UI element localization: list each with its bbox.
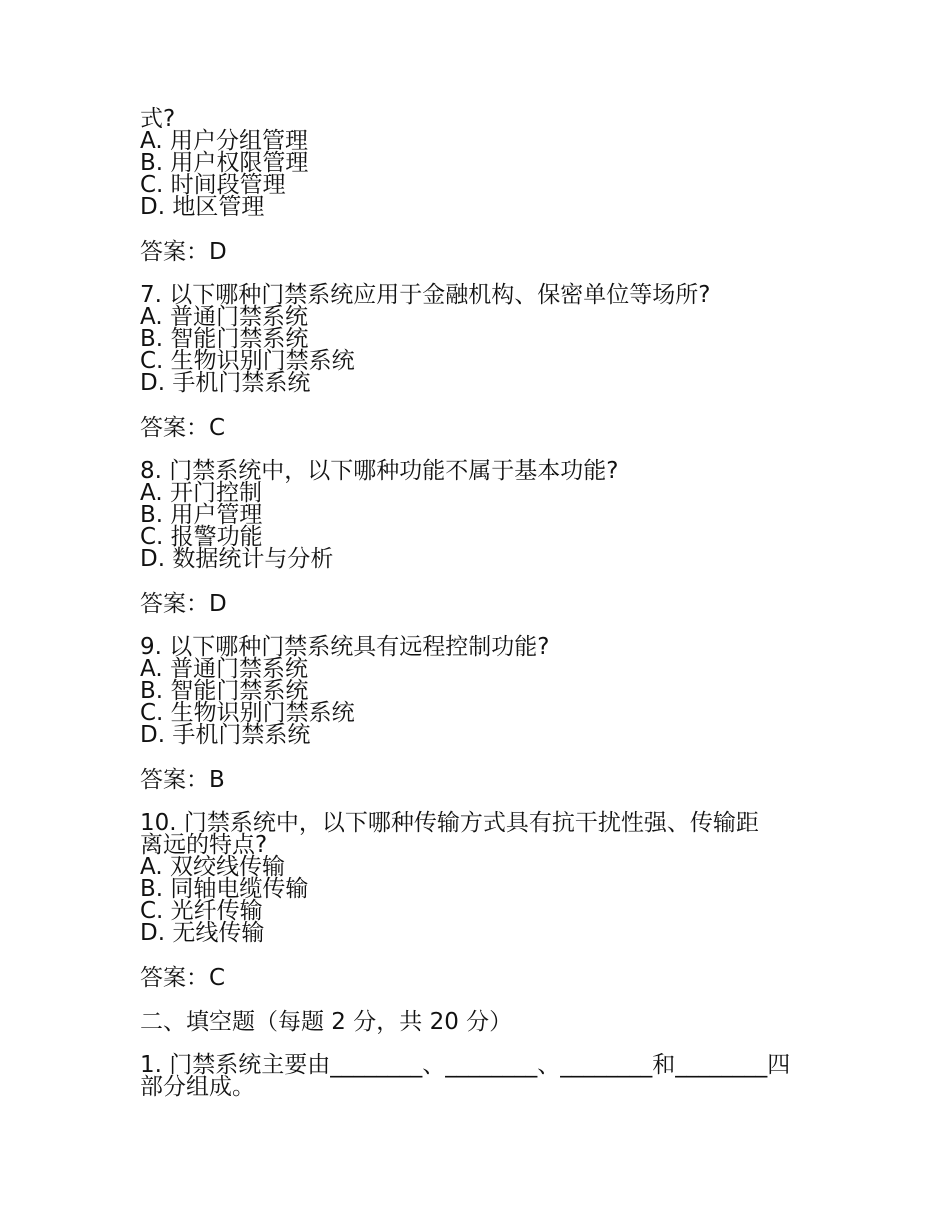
option-a: A. 普通门禁系统 [140, 304, 308, 330]
fill-question-line-1: 1. 门禁系统主要由________、________、________和________四 [140, 1052, 791, 1078]
document-page [140, 108, 820, 1098]
option-b: B. 用户管理 [140, 502, 263, 528]
question-stem-line-1: 10. 门禁系统中，以下哪种传输方式具有抗干扰性强、传输距 [140, 810, 759, 836]
question-stem: 9. 以下哪种门禁系统具有远程控制功能? [140, 634, 550, 660]
option-a: A. 普通门禁系统 [140, 656, 308, 682]
option-b: B. 智能门禁系统 [140, 678, 309, 704]
question-stem: 8. 门禁系统中，以下哪种功能不属于基本功能? [140, 458, 619, 484]
option-d: D. 手机门禁系统 [140, 370, 311, 396]
question-stem-line-2: 离远的特点? [140, 832, 268, 858]
fill-question-line-2: 部分组成。 [140, 1074, 255, 1100]
option-c: C. 生物识别门禁系统 [140, 700, 355, 726]
option-a: A. 用户分组管理 [140, 128, 308, 154]
option-b: B. 智能门禁系统 [140, 326, 309, 352]
section-heading: 二、填空题（每题 2 分，共 20 分） [140, 1009, 513, 1035]
answer: 答案：C [140, 415, 226, 441]
option-c: C. 生物识别门禁系统 [140, 348, 355, 374]
option-c: C. 光纤传输 [140, 898, 263, 924]
question-10 [140, 812, 820, 990]
question-9 [140, 636, 820, 792]
answer: 答案：B [140, 767, 225, 793]
option-d: D. 地区管理 [140, 194, 265, 220]
option-b: B. 同轴电缆传输 [140, 876, 309, 902]
answer: 答案：C [140, 965, 226, 991]
answer: 答案：D [140, 591, 227, 617]
option-d: D. 无线传输 [140, 920, 265, 946]
option-b: B. 用户权限管理 [140, 150, 309, 176]
option-d: D. 数据统计与分析 [140, 546, 334, 572]
question-stem: 式? [140, 106, 176, 132]
option-a: A. 双绞线传输 [140, 854, 285, 880]
question-stem: 7. 以下哪种门禁系统应用于金融机构、保密单位等场所? [140, 282, 711, 308]
question-8 [140, 460, 820, 616]
option-a: A. 开门控制 [140, 480, 262, 506]
option-c: C. 报警功能 [140, 524, 263, 550]
option-d: D. 手机门禁系统 [140, 722, 311, 748]
question-7 [140, 284, 820, 440]
fill-question-1 [140, 1054, 820, 1098]
option-c: C. 时间段管理 [140, 172, 286, 198]
answer: 答案：D [140, 239, 227, 265]
question-6 [140, 108, 820, 264]
